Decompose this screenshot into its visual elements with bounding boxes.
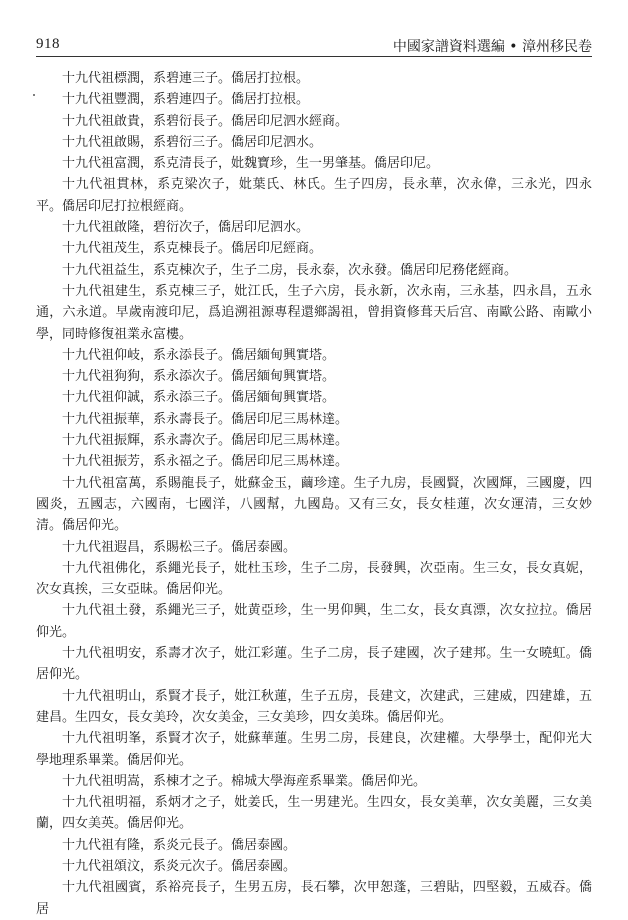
genealogy-entry: 十九代祖明山，系賢才長子，妣江秋蓮，生子五房，長建文，次建武，三建威，四建雄，五建昌。生四女，長女美玲，次女美金，三女美珍，四女美珠。僑居仰光。 (36, 688, 592, 725)
genealogy-entry: 十九代祖仰岐，系永添長子。僑居緬甸興實塔。 (62, 347, 336, 363)
genealogy-entry: 十九代祖建生，系克棟三子，妣江氏，生子六房，長永新，次永南，三永基，四永昌，五永通，六永道。早歲南渡印尼，爲追溯祖源專程還鄉謁祖，曾捐資修葺天后宫、南歐公路、南歐小學，同時修復祖業永富樓。 (36, 283, 592, 342)
genealogy-entry: 十九代祖振輝，系永壽次子。僑居印尼三馬林達。 (62, 433, 349, 449)
genealogy-entry: 十九代祖明峯，系賢才次子，妣蘇華蓮。生男二房，長建良，次建權。大學學士，配仰光大學地理系畢業。僑居仰光。 (36, 731, 592, 768)
genealogy-entry: 十九代祖遐昌，系賜松三子。僑居泰國。 (62, 539, 297, 555)
genealogy-entry: 十九代祖啟貴，系碧衍長子。僑居印尼泗水經商。 (62, 113, 349, 129)
genealogy-entry: 十九代祖明福，系炳才之子，妣姜氏，生一男建光。生四女，長女美華，次女美麗，三女美蘭，四女美英。僑居仰光。 (36, 795, 592, 832)
genealogy-entry: 十九代祖啟隆，碧衍次子，僑居印尼泗水。 (62, 220, 310, 236)
genealogy-entry: 十九代祖明嵩，系棟才之子。棉城大學海産系畢業。僑居仰光。 (62, 773, 427, 789)
genealogy-entry: 十九代祖貫林，系克梁次子，妣葉氏、林氏。生子四房，長永華，次永偉，三永光，四永平。僑居印尼打拉根經商。 (36, 177, 592, 214)
genealogy-entry: 十九代祖國賓，系裕亮長子，生男五房，長石攀，次甲恕蓬，三碧貼，四堅毅，五威吞。僑居 (36, 880, 592, 917)
genealogy-entry: 十九代祖振華，系永壽長子。僑居印尼三馬林達。 (62, 411, 349, 427)
genealogy-entry: 十九代祖明安，系壽才次子，妣江彩蓮。生子二房，長子建國，次子建邦。生一女曉虹。僑居仰光。 (36, 646, 592, 683)
genealogy-entry: 十九代祖仰誠，系永添三子。僑居緬甸興實塔。 (62, 390, 336, 406)
genealogy-entry: 十九代祖豐潤，系碧連四子。僑居打拉根。 (62, 92, 310, 108)
margin-mark (33, 94, 35, 96)
genealogy-entry: 十九代祖啟賜，系碧衍三子。僑居印尼泗水。 (62, 134, 323, 150)
genealogy-entry: 十九代祖富潤，系克清長子，妣魏寶珍，生一男肇基。僑居印尼。 (62, 156, 440, 172)
page-header (36, 34, 592, 57)
genealogy-entry: 十九代祖茂生，系克棟長子。僑居印尼經商。 (62, 241, 323, 257)
genealogy-entry: 十九代祖益生，系克棟次子，生子二房，長永泰，次永發。僑居印尼務佬經商。 (62, 262, 518, 278)
genealogy-entry: 十九代祖佛化，系繩光長子，妣杜玉珍，生子二房，長發興，次亞南。生三女，長女真妮，次女真挨，三女亞昧。僑居仰光。 (36, 560, 592, 598)
page-number: 918 (36, 36, 60, 52)
genealogy-entry: 十九代祖有隆，系炎元長子。僑居泰國。 (62, 837, 297, 853)
genealogy-text (36, 68, 592, 920)
genealogy-entry: 十九代祖狗狗，系永添次子。僑居緬甸興實塔。 (62, 369, 336, 385)
genealogy-entry: 十九代祖頌汶，系炎元次子。僑居泰國。 (62, 858, 297, 874)
running-head: 中國家譜資料選編 • 漳州移民卷 (392, 39, 592, 55)
genealogy-entry: 十九代祖土發，系繩光三子，妣黄亞珍，生一男仰興，生二女，長女真漂，次女拉拉。僑居仰光。 (36, 603, 592, 640)
genealogy-entry: 十九代祖標潤，系碧連三子。僑居打拉根。 (62, 71, 310, 86)
genealogy-entry: 十九代祖富萬，系賜龍長子，妣蘇金玉，繭珍達。生子九房，長國賢，次國輝，三國慶，四國炎，五國志，六國南，七國洋，八國幫，九國島。又有三女，長女桂蓮，次女運清，三女妙清。僑居仰光。 (36, 475, 592, 534)
genealogy-entry: 十九代祖振芳，系永福之子。僑居印尼三馬林達。 (62, 454, 349, 470)
